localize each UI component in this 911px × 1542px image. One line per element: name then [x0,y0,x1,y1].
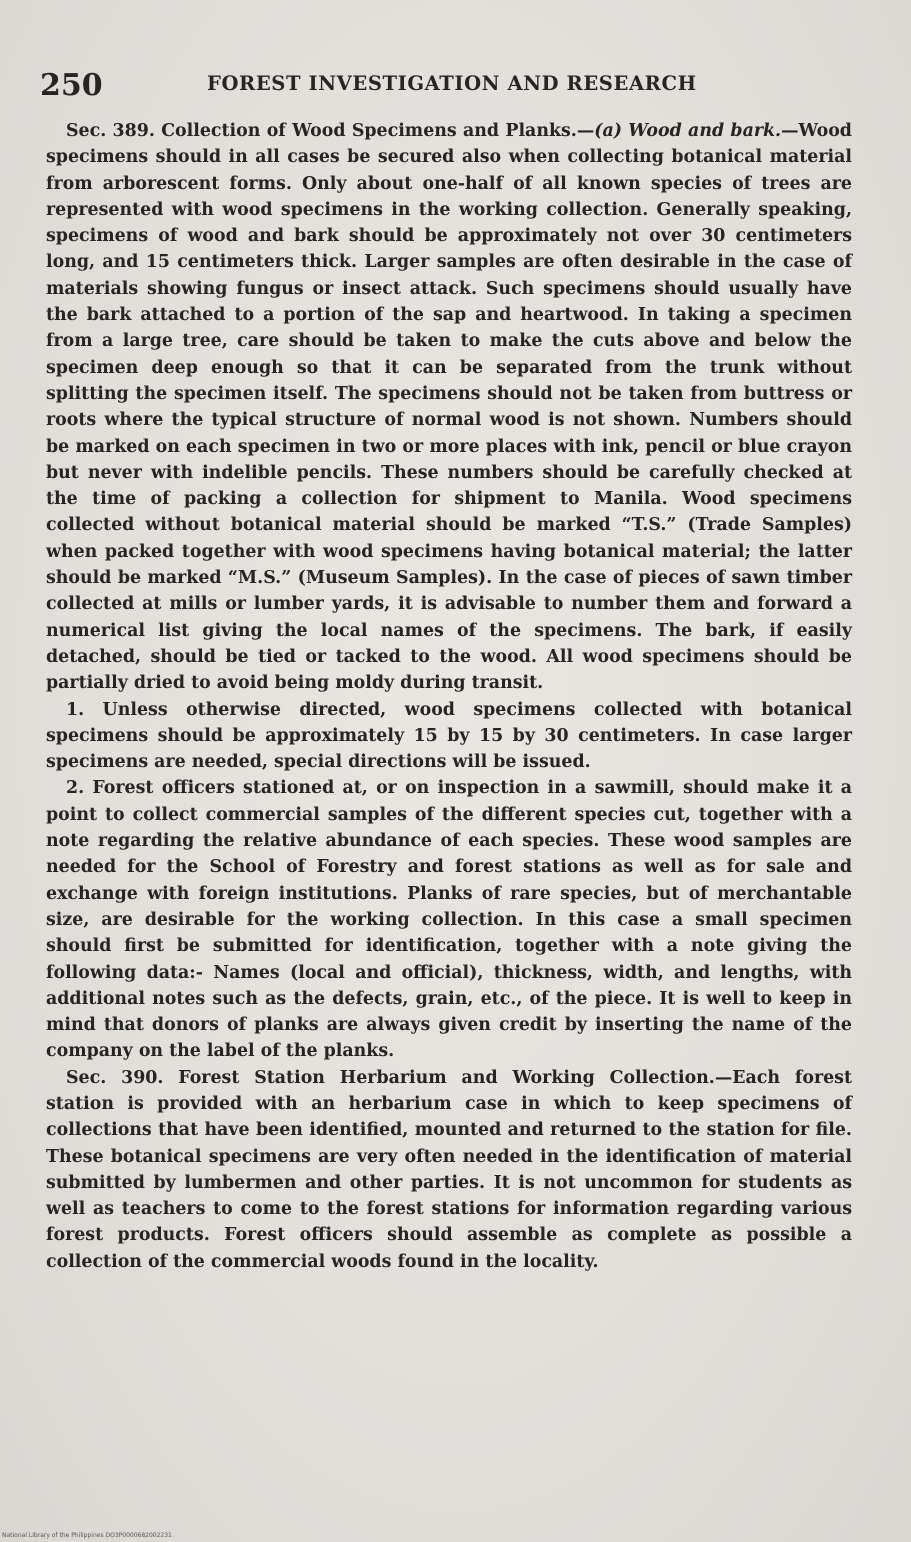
section-390-heading: Sec. 390. Forest Station Herbarium and Working Collection. [66,1067,715,1088]
section-389-paragraph: Sec. 389. Collection of Wood Specimens and Planks.—(a) Wood and bark.—Wood specimens should in all cases be secured also when collecting botanical material from arborescent forms. Only about one-half of all known species of trees are represented with wood specimens in the working collection. Generally speaking, specimens of wood and bark should be approximately not over 30 centimeters long, and 15 centimeters thick. Larger samples are often desirable in the case of materials showing fungus or insect attack. Such specimens should usually have the bark attached to a portion of the sap and heartwood. In taking a specimen from a large tree, care should be taken to make the cuts above and below the specimen deep enough so that it can be separated from the trunk without splitting the specimen itself. The specimens should not be taken from buttress or roots where the typical structure of normal wood is not shown. Numbers should be marked on each specimen in two or more places with ink, pencil or blue crayon but never with indelible pencils. These numbers should be carefully checked at the time of packing a collection for shipment to Manila. Wood specimens collected without botanical material should be marked “T.S.” (Trade Samples) when packed together with wood specimens having botanical material; the latter should be marked “M.S.” (Museum Samples). In the case of pieces of sawn timber collected at mills or lumber yards, it is advisable to number them and forward a numerical list giving the local names of the specimens. The bark, if easily detached, should be tied or tacked to the wood. All wood specimens should be partially dried to avoid being moldy during transit. [46,121,852,694]
section-390-paragraph: Sec. 390. Forest Station Herbarium and Working Collection.—Each forest station is provided with an herbarium case in which to keep specimens of collections that have been identified, mounted and returned to the station for file. These botanical specimens are very often needed in the identification of material submitted by lumbermen and other parties. It is not uncommon for students as well as teachers to come to the forest stations for information regarding various forest products. Forest officers should assemble as complete as possible a collection of the commercial woods found in the locality. [46,1067,852,1272]
section-389-text: Wood specimens should in all cases be secured also when collecting botanical material from arborescent forms. Only about one-half of all known species of trees are represented with wood specimens in the working collection. Generally speaking, specimens of wood and bark should be approximately not over 30 centimeters long, and 15 centimeters thick. Larger samples are often desirable in the case of materials showing fungus or insect attack. Such specimens should usually have the bark attached to a portion of the sap and heartwood. In taking a specimen from a large tree, care should be taken to make the cuts above and below the specimen deep enough so that it can be separated from the trunk without splitting the specimen itself. The specimens should not be taken from buttress or roots where the typical structure of normal wood is not shown. Numbers should be marked on each specimen in two or more places with ink, pencil or blue crayon but never with indelible pencils. These numbers should be carefully checked at the time of packing a collection for shipment to Manila. Wood specimens collected without botanical material should be marked “T.S.” (Trade Samples) when packed together with wood specimens having botanical material; the latter should be marked “M.S.” (Museum Samples). In the case of pieces of sawn timber collected at mills or lumber yards, it is advisable to number them and forward a numerical list giving the local names of the specimens. The bark, if easily detached, should be tied or tacked to the wood. All wood specimens should be partially dried to avoid being moldy during transit. [46,121,852,694]
section-389-sub-label: (a) [594,121,622,141]
numbered-paragraph-2: 2. Forest officers stationed at, or on inspection in a sawmill, should make it a point to collect commercial samples of the different species cut, together with a note regarding the relative abundance of each species. These wood samples are needed for the School of Forestry and forest stations as well as for sale and exchange with foreign institutions. Planks of rare species, but of merchantable size, are desirable for the working collection. In this case a small specimen should first be submitted for identification, together with a note giving the following data:- Names (local and official), thickness, width, and lengths, with additional notes such as the defects, grain, etc., of the piece. It is well to keep in mind that donors of planks are always given credit by inserting the name of the company on the label of the planks. [46,778,852,1062]
scan-footer-note: National Library of the Philippines DO3P0000682002231 [2,1532,172,1539]
body-text [46,118,852,1275]
running-head [40,66,860,106]
numbered-paragraph-1: 1. Unless otherwise directed, wood specimens collected with botanical specimens should be approximately 15 by 15 by 30 centimeters. In case larger specimens are needed, special directions will be issued. [46,699,852,773]
running-title: FOREST INVESTIGATION AND RESEARCH [207,72,697,95]
section-389-heading: Sec. 389. Collection of Wood Specimens and Planks. [66,121,577,141]
page-number: 250 [40,68,103,103]
section-390-text: Each forest station is provided with an herbarium case in which to keep specimens of collections that have been identified, mounted and returned to the station for file. These botanical specimens are very often needed in the identification of material submitted by lumbermen and other parties. It is not uncommon for students as well as teachers to come to the forest stations for information regarding various forest products. Forest officers should assemble as complete as possible a collection of the commercial woods found in the locality. [46,1067,852,1272]
section-389-sub-heading: Wood and bark. [628,121,782,141]
